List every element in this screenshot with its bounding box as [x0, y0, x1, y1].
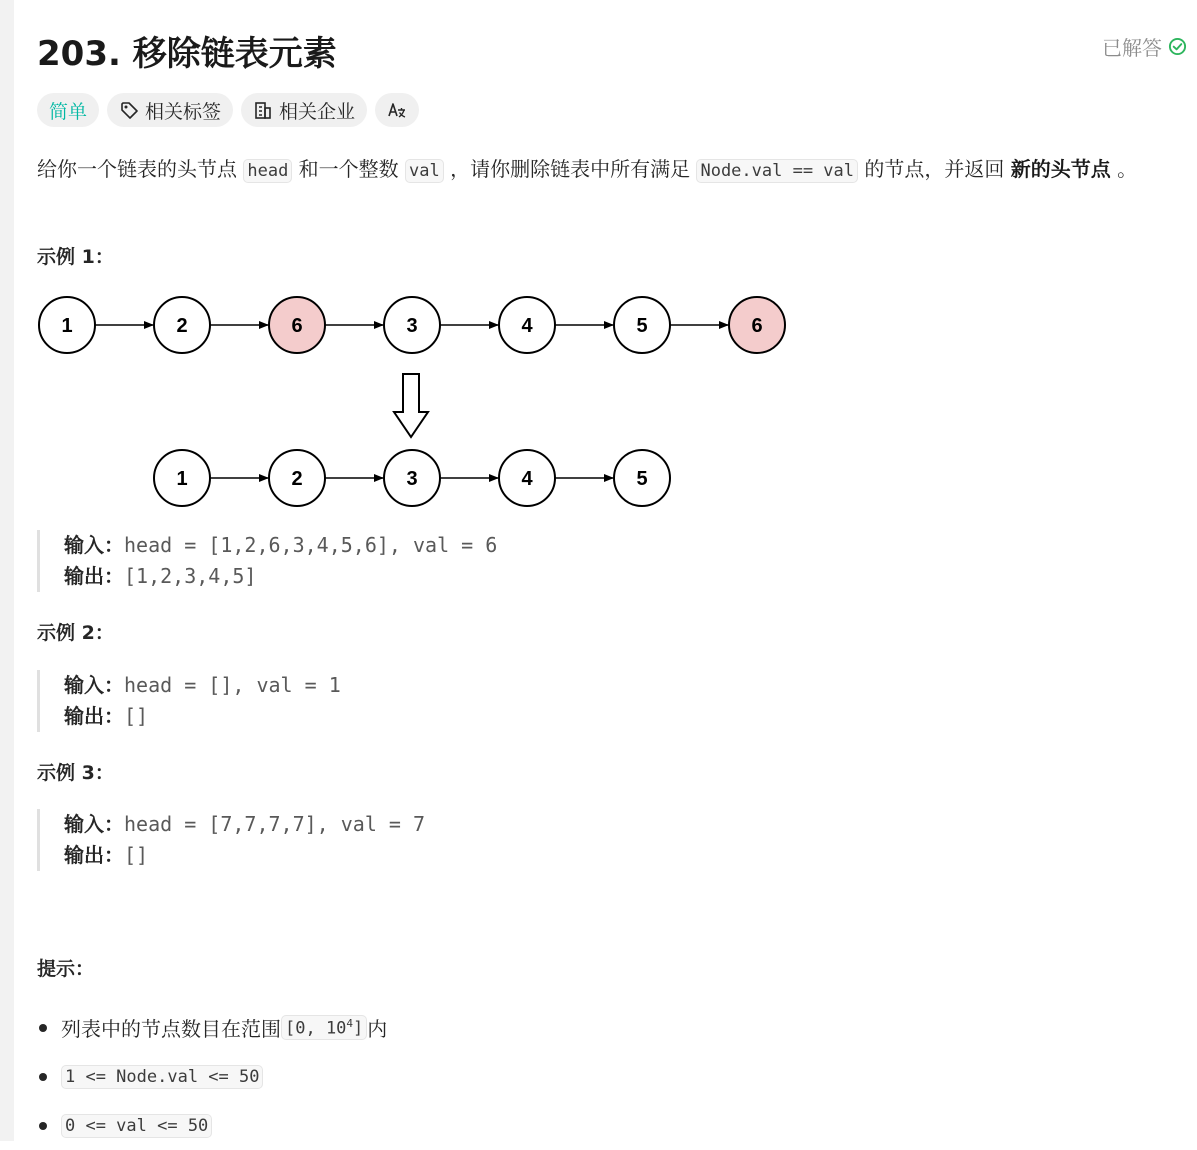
example-1-heading: 示例 1： — [37, 246, 114, 268]
range-code-pre: [0, 10 — [285, 1018, 347, 1039]
node-value: 6 — [751, 315, 763, 337]
constraint-code: 1 <= Node.val <= 50 — [61, 1065, 263, 1089]
code-val: val — [405, 159, 444, 183]
example-3-box — [37, 809, 964, 871]
title-row — [37, 20, 1187, 76]
output-label: 输出： — [64, 564, 124, 588]
list-item — [37, 1101, 937, 1150]
bullet-icon — [39, 1024, 47, 1032]
translate-button[interactable] — [375, 93, 419, 127]
difficulty-badge[interactable] — [37, 93, 99, 127]
example-3-input-line — [64, 809, 964, 840]
range-code-exponent: 4 — [346, 1016, 354, 1030]
statement-text-4: 的节点，并返回 — [858, 157, 1011, 181]
tag-icon — [119, 100, 139, 120]
input-value: head = [1,2,6,3,4,5,6], val = 6 — [124, 533, 498, 557]
example-3-output-line — [64, 840, 964, 871]
output-value: [] — [124, 704, 149, 728]
input-value: head = [], val = 1 — [124, 673, 341, 697]
node-value: 1 — [61, 315, 73, 337]
output-value: [] — [124, 843, 149, 867]
node-value: 2 — [176, 315, 188, 337]
output-label: 输出： — [64, 843, 124, 867]
node-value: 5 — [636, 315, 648, 337]
example-1-input-line — [64, 530, 964, 561]
node-value: 2 — [291, 468, 303, 490]
hints-heading: 提示： — [37, 958, 95, 980]
difficulty-label: 简单 — [49, 100, 88, 123]
example-2-input-line — [64, 670, 964, 701]
bullet-icon — [39, 1073, 47, 1081]
output-label: 输出： — [64, 704, 124, 728]
problem-description-panel — [37, 0, 1187, 1141]
related-tags-button[interactable] — [107, 93, 233, 127]
example-2-heading: 示例 2： — [37, 622, 114, 644]
input-value: head = [7,7,7,7], val = 7 — [124, 812, 426, 836]
example-1-box — [37, 530, 964, 592]
node-value: 3 — [406, 468, 418, 490]
building-icon — [253, 100, 273, 120]
code-condition: Node.val == val — [696, 159, 858, 183]
related-companies-button[interactable] — [241, 93, 367, 127]
bullet-icon — [39, 1122, 47, 1130]
check-circle-icon — [1168, 37, 1187, 56]
example-2-box — [37, 670, 964, 732]
statement-text-3: ，请你删除链表中所有满足 — [443, 157, 697, 181]
constraints-list — [37, 1003, 937, 1150]
related-tags-label: 相关标签 — [145, 100, 222, 123]
list-item — [37, 1003, 937, 1052]
node-value: 4 — [521, 468, 533, 490]
input-label: 输入： — [64, 812, 124, 836]
problem-title: 203. 移除链表元素 — [37, 34, 337, 74]
translate-icon — [387, 100, 407, 120]
input-label: 输入： — [64, 533, 124, 557]
problem-statement — [37, 152, 1187, 188]
node-value: 1 — [176, 468, 188, 490]
node-value: 4 — [521, 315, 533, 337]
example-3-heading: 示例 3： — [37, 762, 114, 784]
list-before — [39, 297, 785, 353]
tag-bar — [37, 93, 419, 127]
range-code-post: ] — [353, 1018, 364, 1039]
example-2-output-line — [64, 701, 964, 732]
bold-new-head: 新的头节点 — [1010, 157, 1111, 181]
statement-text-1: 给你一个链表的头节点 — [37, 157, 244, 181]
constraint-suffix: 内 — [367, 1017, 388, 1041]
list-after — [154, 450, 670, 506]
left-panel-divider — [0, 0, 14, 1141]
input-label: 输入： — [64, 673, 124, 697]
solved-status — [1102, 32, 1187, 61]
solved-label: 已解答 — [1102, 36, 1162, 60]
related-companies-label: 相关企业 — [279, 100, 356, 123]
node-value: 3 — [406, 315, 418, 337]
constraint-text: 列表中的节点数目在范围 — [61, 1017, 281, 1041]
linked-list-diagram — [37, 292, 797, 510]
statement-text-2: 和一个整数 — [292, 157, 406, 181]
output-value: [1,2,3,4,5] — [124, 564, 257, 588]
list-item — [37, 1052, 937, 1101]
example-1-output-line — [64, 561, 964, 592]
constraint-code: 0 <= val <= 50 — [61, 1114, 212, 1138]
statement-text-5: 。 — [1110, 157, 1138, 181]
node-value: 6 — [291, 315, 303, 337]
node-value: 5 — [636, 468, 648, 490]
constraint-code — [281, 1015, 367, 1041]
code-head: head — [243, 159, 292, 183]
down-arrow-icon — [394, 374, 428, 437]
